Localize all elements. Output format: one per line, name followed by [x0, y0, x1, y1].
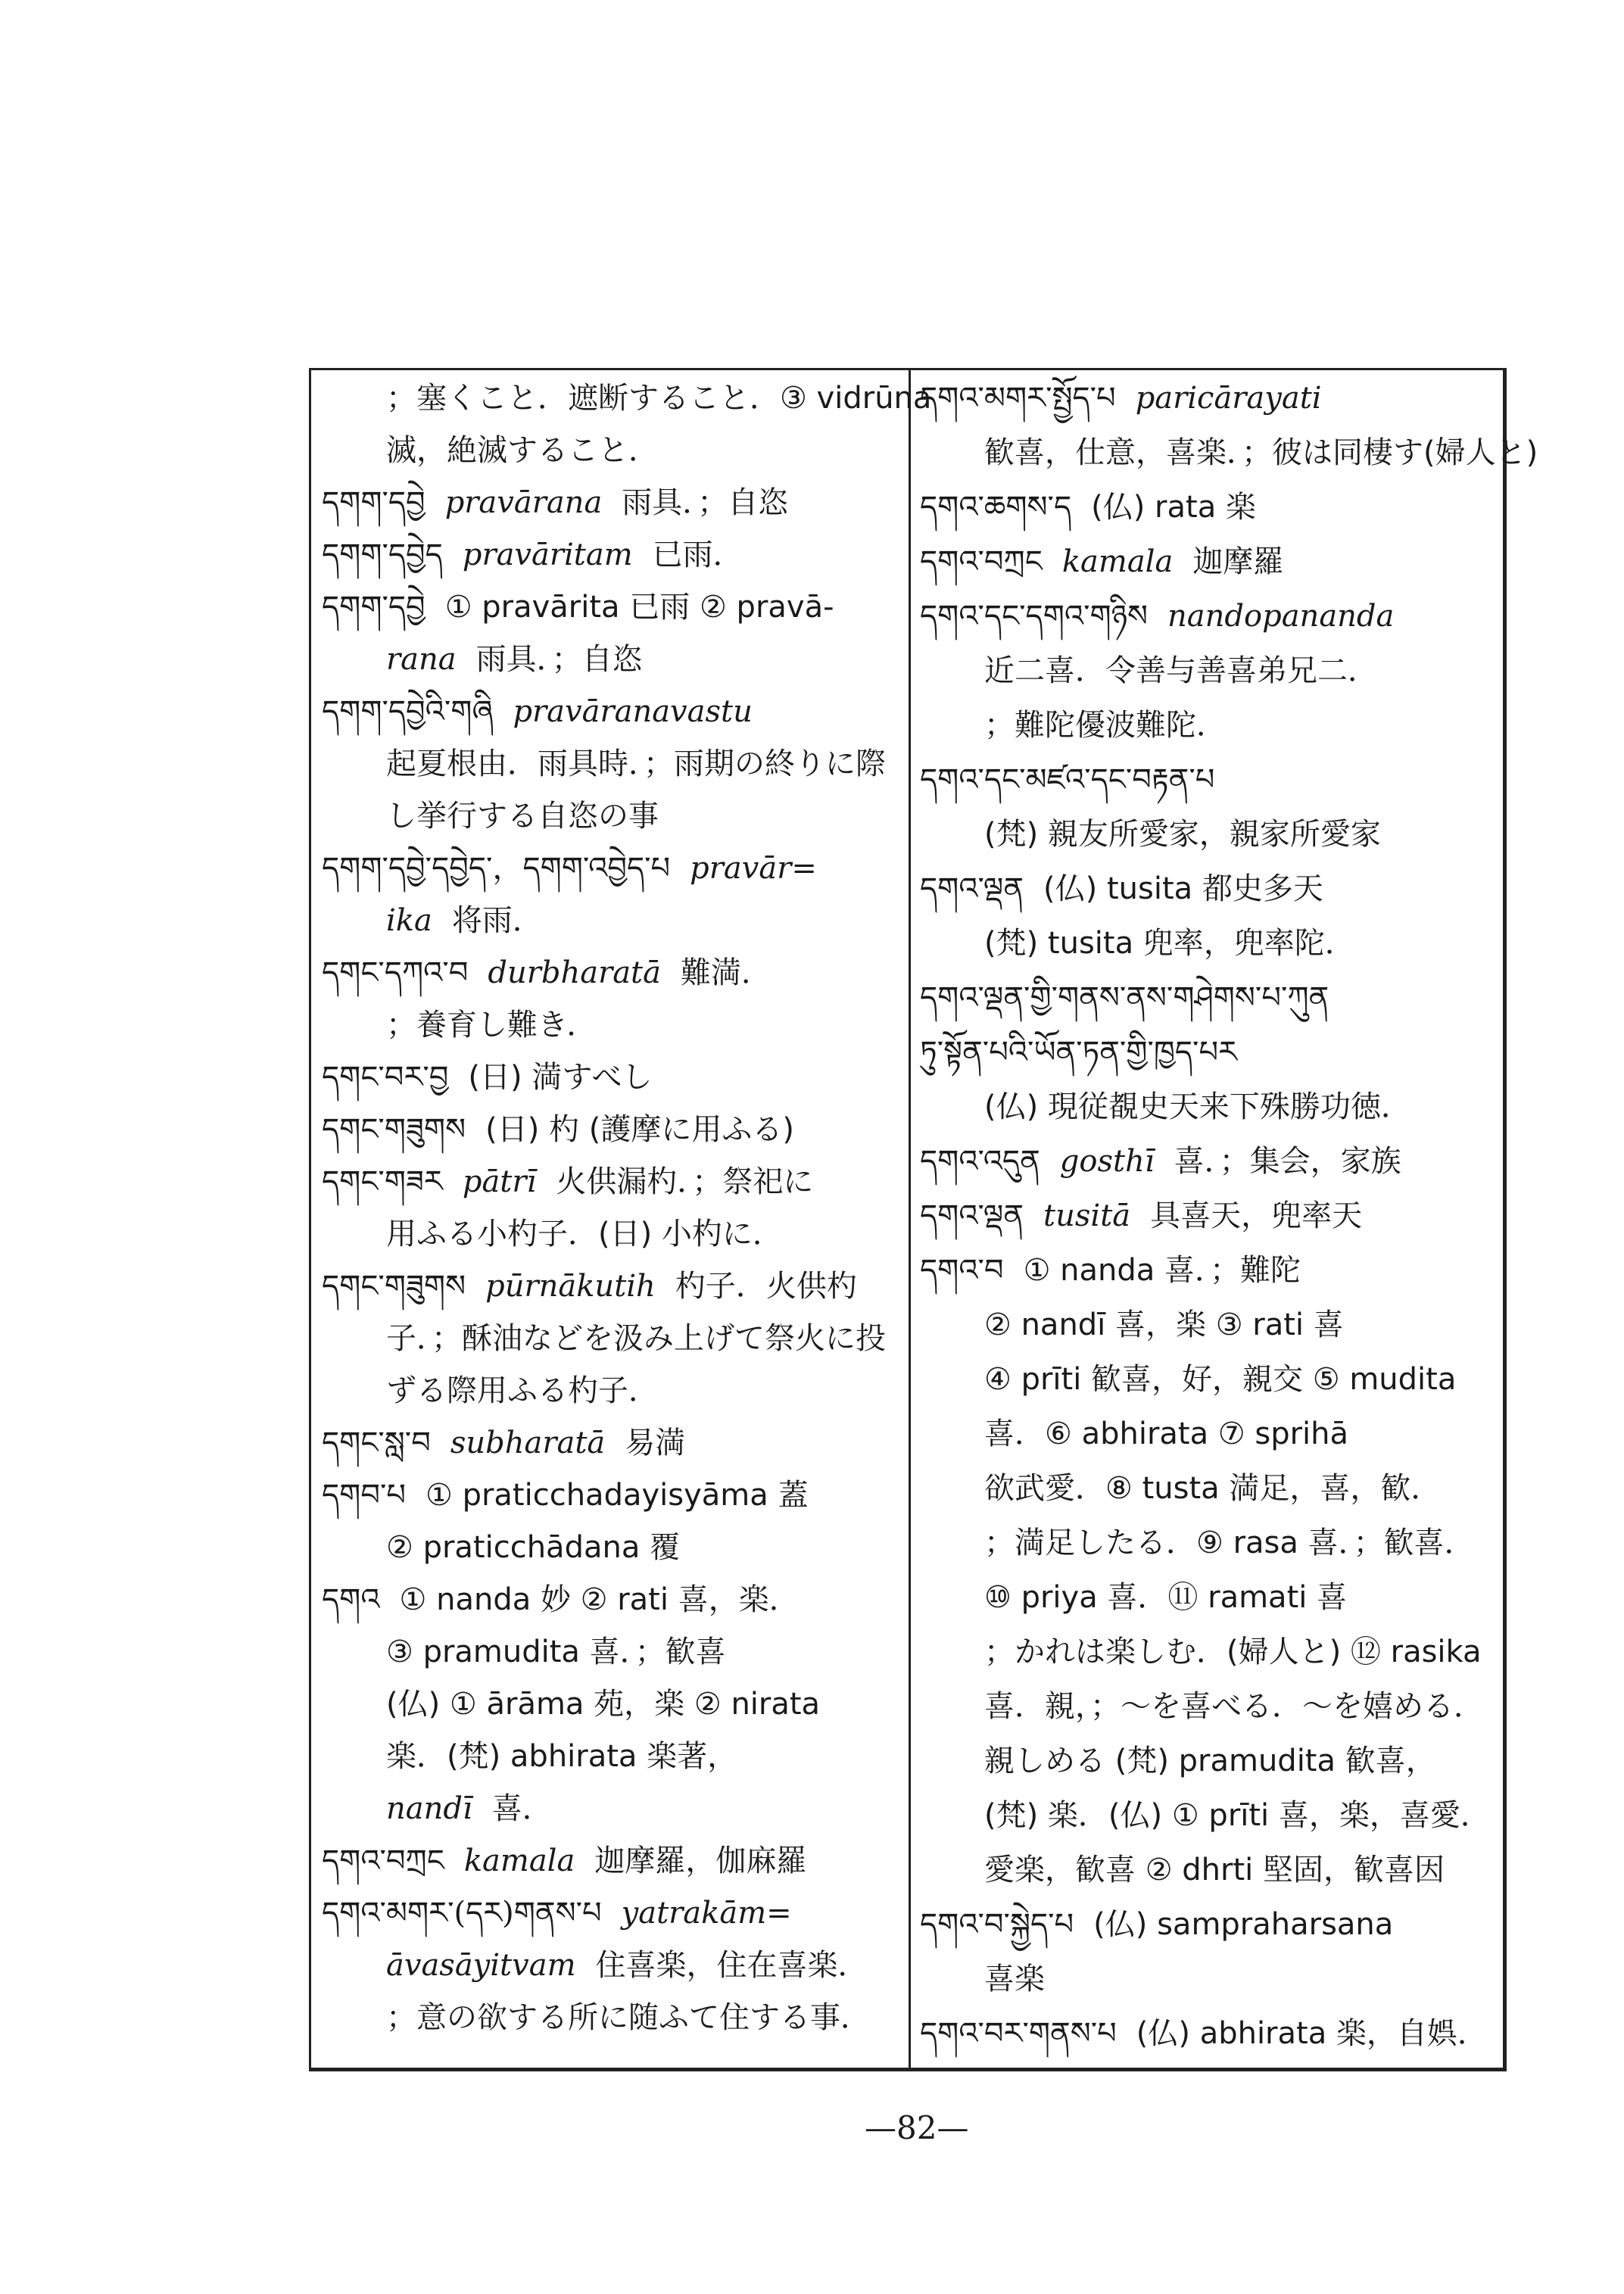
- dictionary-line: [386, 1998, 871, 2037]
- dictionary-line: [920, 1251, 1301, 1290]
- gloss-text: し挙行する自恣の事: [386, 799, 659, 834]
- tibetan-headword: དགང་སླ་བ: [322, 1426, 431, 1460]
- sanskrit-term: durbharatā: [488, 955, 661, 990]
- tibetan-headword: དགང་དཀའ་བ: [322, 955, 469, 990]
- sanskrit-term: nandī: [386, 1791, 472, 1826]
- gloss-text: 雨具．；自恣: [622, 485, 789, 520]
- gloss-text: (仏) 現従覩史天来下殊勝功徳．: [984, 1089, 1411, 1124]
- dictionary-line: [984, 924, 1355, 963]
- dictionary-line: [386, 1528, 680, 1567]
- gloss-text: 歓喜，仕意，喜楽．；彼は同棲す(婦人と): [984, 435, 1538, 470]
- tibetan-headword: དགའ་བ་སྐྱེད་པ: [920, 1907, 1074, 1942]
- tibetan-headword: དགང་གཟུགས: [322, 1112, 466, 1147]
- dictionary-line: [322, 1162, 813, 1202]
- gloss-text: 具喜天，兜率天: [1150, 1198, 1363, 1233]
- dictionary-line: [386, 1632, 726, 1672]
- dictionary-line: [322, 1267, 857, 1306]
- gloss-text: 杓子．火供杓: [675, 1269, 857, 1304]
- gloss-text: 難満．: [680, 955, 771, 990]
- gloss-text: 住喜楽，住在喜楽．: [595, 1948, 868, 1983]
- dictionary-line: [386, 379, 931, 418]
- gloss-text: ；満足したる．⑨ rasa 喜．；歓喜．: [984, 1526, 1475, 1560]
- gloss-text: 易満: [625, 1426, 686, 1460]
- tibetan-headword: དགའ་བ: [920, 1253, 1004, 1288]
- gloss-text: 喜楽: [984, 1962, 1045, 1996]
- dictionary-line: [920, 1033, 1257, 1072]
- dictionary-line: [984, 1796, 1491, 1835]
- gloss-text: 起夏根由．雨具時．；雨期の終りに際: [386, 746, 886, 781]
- gloss-text: (仏) rata 楽: [1091, 490, 1256, 525]
- gloss-text: (仏) tusita 都史多天: [1043, 871, 1323, 906]
- gloss-text: (仏) sampraharsana: [1093, 1907, 1394, 1942]
- dictionary-line: [984, 1469, 1441, 1508]
- sanskrit-term: gosthī: [1059, 1144, 1155, 1179]
- gloss-text: (日) 満すべし: [468, 1060, 653, 1095]
- tibetan-headword: དགག་དབྱེད: [322, 538, 443, 572]
- gloss-text: 喜．⑥ abhirata ⑦ sprihā: [984, 1417, 1349, 1451]
- gloss-text: ；かれは楽しむ．(婦人と) ⑫ rasika: [984, 1635, 1482, 1669]
- tibetan-headword: དགའ་ལྡན: [920, 1198, 1024, 1233]
- gloss-text: ；難陀優波難陀．: [984, 708, 1227, 743]
- dictionary-line: [386, 1946, 868, 1985]
- dictionary-line: [386, 1789, 553, 1828]
- tibetan-headword: དགའ་འདུན: [920, 1144, 1040, 1179]
- sanskrit-term: pravāranavastu: [513, 694, 753, 729]
- dictionary-line: [984, 1959, 1045, 1999]
- dictionary-line: [984, 651, 1378, 690]
- gloss-text: ③ pramudita 喜．；歓喜: [386, 1635, 726, 1669]
- gloss-text: 滅，絶滅すること．: [386, 433, 659, 468]
- gloss-text: ⑩ priya 喜．⑪ ramati 喜: [984, 1580, 1348, 1615]
- sanskrit-term: ika: [386, 903, 432, 938]
- sanskrit-term: nandopananda: [1167, 599, 1395, 634]
- gloss-text: ；意の欲する所に随ふて住する事．: [386, 2000, 871, 2035]
- tibetan-headword: དགའ་མགར་སྤྱོད་པ: [920, 381, 1116, 416]
- gloss-text: ；塞くこと．遮断すること．③ vidrūna: [386, 381, 932, 416]
- dictionary-line: [920, 1905, 1393, 1944]
- gloss-text: 子．；酥油などを汲み上げて祭火に投: [386, 1321, 886, 1356]
- dictionary-line: [984, 815, 1381, 854]
- dictionary-line: [322, 849, 837, 888]
- gloss-text: 喜．；集会，家族: [1174, 1144, 1401, 1179]
- dictionary-line: [984, 1578, 1347, 1617]
- tibetan-headword: དགའ་བཀྲང: [322, 1844, 444, 1878]
- gloss-text: 已雨．: [652, 538, 743, 572]
- sanskrit-term: pravāritam: [462, 538, 633, 572]
- dictionary-line: [920, 869, 1323, 909]
- sanskrit-term: pūrnākutih: [485, 1269, 656, 1304]
- gloss-text: (梵) tusita 兜率，兜率陀．: [984, 926, 1355, 961]
- tibetan-headword: དགག་དབྱེ་དབྱེད་，དགག་འབྱེད་པ: [322, 851, 671, 886]
- tibetan-headword: དགང་བར་བྱ: [322, 1060, 449, 1095]
- dictionary-line: [322, 953, 771, 993]
- sanskrit-term: kamala: [1061, 544, 1174, 579]
- gloss-text: 親しめる (梵) pramudita 歓喜，: [984, 1744, 1436, 1778]
- sanskrit-term: paricārayati: [1135, 381, 1322, 416]
- dictionary-line: [920, 379, 1342, 418]
- gloss-text: 将雨．: [451, 903, 543, 938]
- dictionary-line: [984, 1523, 1475, 1563]
- dictionary-line: [386, 744, 886, 784]
- dictionary-line: [984, 1632, 1482, 1672]
- gloss-text: ④ prīti 歓喜，好，親交 ⑤ mudita: [984, 1362, 1457, 1397]
- sanskrit-term: rana: [386, 642, 457, 677]
- dictionary-line: [386, 640, 643, 679]
- dictionary-line: [322, 1423, 685, 1463]
- gloss-text: 欲武愛．⑧ tusta 満足，喜，歓．: [984, 1471, 1442, 1506]
- dictionary-line: [322, 1476, 808, 1515]
- dictionary-line: [920, 488, 1256, 527]
- dictionary-line: [386, 1319, 886, 1358]
- dictionary-line: [386, 1005, 597, 1045]
- gloss-text: 用ふる小杓子．(日) 小杓に．: [386, 1217, 783, 1251]
- gloss-text: ② nandī 喜，楽 ③ rati 喜: [984, 1308, 1344, 1342]
- sanskrit-term: tusitā: [1043, 1198, 1131, 1233]
- gloss-text: 喜．: [491, 1791, 553, 1826]
- dictionary-line: [920, 1196, 1362, 1236]
- dictionary-line: [920, 760, 1234, 799]
- dictionary-line: [984, 1360, 1456, 1399]
- gloss-text: 愛楽，歓喜 ② dhrti 堅固，歓喜因: [984, 1853, 1445, 1887]
- gloss-text: ；養育し難き．: [386, 1008, 597, 1043]
- dictionary-line: [386, 431, 659, 470]
- gloss-text: (仏) abhirata 楽，自娯．: [1136, 2016, 1488, 2051]
- tibetan-headword: དགའ་བཀྲང: [920, 544, 1043, 579]
- dictionary-line: [322, 1580, 800, 1619]
- gloss-text: ① nanda 妙 ② rati 喜，楽．: [399, 1582, 800, 1617]
- tibetan-headword: དགའ་དང་དགའ་གཉིས: [920, 599, 1149, 634]
- gloss-text: 雨具．；自恣: [475, 642, 643, 677]
- dictionary-line: [322, 1110, 794, 1149]
- gloss-text: 喜．親，；～を喜べる．～を嬉める．: [984, 1689, 1484, 1724]
- gloss-text: (日) 杓 (護摩に用ふる): [485, 1112, 794, 1147]
- sanskrit-term: yatrakām=: [621, 1896, 792, 1931]
- tibetan-headword: དགའ་ཆགས་ད: [920, 490, 1072, 525]
- tibetan-headword: དགའ་དང་མཛའ་དང་བརྟན་པ: [920, 762, 1215, 797]
- gloss-text: ① praticchadayisyāma 蓋: [425, 1478, 809, 1513]
- sanskrit-term: subharatā: [450, 1426, 606, 1460]
- dictionary-line: [322, 1058, 653, 1097]
- tibetan-headword: དགའ: [322, 1582, 380, 1617]
- gloss-text: ① pravārita 已雨 ② pravā-: [444, 590, 834, 625]
- dictionary-line: [920, 542, 1283, 581]
- gloss-text: 火供漏杓．；祭祀に: [556, 1164, 814, 1199]
- dictionary-line: [920, 1142, 1401, 1181]
- gloss-text: ① nanda 喜．；難陀: [1023, 1253, 1301, 1288]
- gloss-text: (仏) ① ārāma 苑，楽 ② nirata: [386, 1687, 821, 1722]
- sanskrit-term: pātrī: [462, 1164, 537, 1199]
- tibetan-headword: དགང་གཟར: [322, 1164, 443, 1199]
- dictionary-line: [920, 2014, 1488, 2053]
- dictionary-line: [322, 1893, 812, 1933]
- dictionary-line: [386, 796, 659, 836]
- gloss-text: 迦摩羅: [1192, 544, 1284, 579]
- dictionary-line: [386, 1371, 659, 1410]
- gloss-text: (梵) 親友所愛家，親家所愛家: [984, 817, 1381, 852]
- tibetan-headword: དགག་དབྱེ: [322, 485, 425, 520]
- dictionary-line: [386, 1685, 820, 1724]
- sanskrit-term: kamala: [463, 1844, 575, 1878]
- column-divider: [909, 368, 911, 2071]
- sanskrit-term: āvasāyitvam: [386, 1948, 576, 1983]
- dictionary-line: [322, 588, 834, 627]
- gloss-text: 楽．(梵) abhirata 楽著，: [386, 1739, 738, 1774]
- gloss-text: ずる際用ふる杓子．: [386, 1373, 659, 1408]
- tibetan-headword: དགང་གཟུགས: [322, 1269, 466, 1304]
- dictionary-line: [984, 706, 1227, 745]
- dictionary-line: [322, 535, 743, 575]
- dictionary-line: [386, 1214, 783, 1254]
- tibetan-headword: དགག་དབྱེ: [322, 590, 425, 625]
- tibetan-headword: དགའ་མགར་(དར)གནས་པ: [322, 1896, 602, 1931]
- dictionary-line: [322, 692, 772, 731]
- dictionary-line: [386, 901, 543, 940]
- dictionary-line: [984, 1087, 1411, 1127]
- dictionary-line: [322, 483, 788, 522]
- tibetan-headword: ཏུ་སྟོན་པའི་ཡོན་ཏན་གྱི་ཁྱད་པར: [920, 1035, 1237, 1070]
- dictionary-line: [984, 1850, 1445, 1890]
- dictionary-line: [386, 1737, 737, 1776]
- dictionary-line: [984, 1741, 1436, 1781]
- tibetan-headword: དགའ་ལྡན་གྱི་གནས་ནས་གཤེགས་པ་ཀུན: [920, 980, 1329, 1015]
- dictionary-line: [984, 1414, 1348, 1454]
- dictionary-line: [322, 1841, 806, 1881]
- dictionary-line: [984, 1305, 1344, 1345]
- tibetan-headword: དགབ་པ: [322, 1478, 406, 1513]
- page-number: —82—: [865, 2109, 969, 2146]
- sanskrit-term: pravārana: [444, 485, 603, 520]
- sanskrit-term: pravār=: [690, 851, 817, 886]
- gloss-text: (梵) 楽．(仏) ① prīti 喜，楽，喜愛．: [984, 1798, 1491, 1833]
- gloss-text: 近二喜．令善与善喜弟兄二．: [984, 653, 1378, 688]
- tibetan-headword: དགའ་བར་གནས་པ: [920, 2016, 1117, 2051]
- tibetan-headword: དགག་དབྱེའི་གཞི: [322, 694, 494, 729]
- dictionary-line: [984, 1687, 1484, 1726]
- gloss-text: ② praticchādana 覆: [386, 1530, 681, 1565]
- dictionary-line: [920, 978, 1348, 1018]
- gloss-text: 迦摩羅，伽麻羅: [594, 1844, 807, 1878]
- dictionary-line: [984, 433, 1538, 472]
- tibetan-headword: དགའ་ལྡན: [920, 871, 1024, 906]
- dictionary-line: [920, 597, 1414, 636]
